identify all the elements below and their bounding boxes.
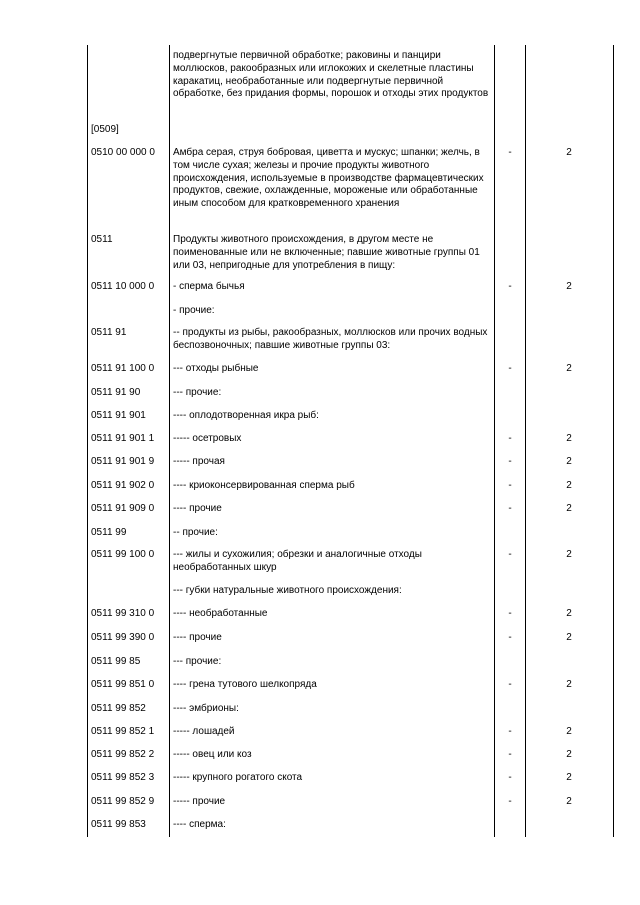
description-cell: ----- осетровых [173, 433, 242, 444]
code-cell: 0511 99 852 9 [91, 796, 155, 807]
code-cell: 0511 99 853 [91, 819, 146, 830]
unit-cell: - [508, 503, 512, 514]
duty-rate-cell: 2 [566, 363, 572, 374]
description-cell: -- прочие: [173, 527, 218, 538]
duty-rate-cell: 2 [566, 796, 572, 807]
unit-cell: - [508, 749, 512, 760]
duty-rate-cell: 2 [566, 749, 572, 760]
description-cell: Амбра серая, струя бобровая, циветта и мускус; шпанки; желчь, в том числе сухая; железы и прочие продукты животного происхождения, используемые в производстве фармацевтических продуктов, свежие, охлажденные, мороженые или обработанные иным способом для кратковременного хранения [173, 147, 484, 210]
code-cell: 0511 91 909 0 [91, 503, 155, 514]
duty-rate-cell: 2 [566, 456, 572, 467]
unit-cell: - [508, 726, 512, 737]
unit-cell: - [508, 632, 512, 643]
code-cell: 0511 91 901 [91, 410, 146, 421]
description-cell: Продукты животного происхождения, в другом месте не поименованные или не включенные; павшие животные группы 01 или 03, непригодные для употребления в пищу: [173, 234, 480, 271]
description-cell: --- прочие: [173, 656, 222, 667]
code-cell: 0511 99 310 0 [91, 608, 155, 619]
unit-cell: - [508, 679, 512, 690]
description-cell: ---- грена тутового шелкопряда [173, 679, 317, 690]
code-cell: 0511 91 901 9 [91, 456, 155, 467]
description-cell: ---- эмбрионы: [173, 703, 239, 714]
code-cell: 0511 99 85 [91, 656, 141, 667]
unit-cell: - [508, 608, 512, 619]
code-cell: 0511 91 100 0 [91, 363, 155, 374]
description-cell: ---- прочие [173, 632, 222, 643]
description-cell: подвергнутые первичной обработке; раковины и панцири моллюсков, ракообразных или иглокожих и скелетные пластины каракатиц, необработанные или подвергнутые первичной обработке, без придания формы, порошок и отходы этих продуктов [173, 50, 489, 100]
description-cell: ---- оплодотворенная икра рыб: [173, 410, 319, 421]
column-border [87, 45, 88, 837]
duty-rate-cell: 2 [566, 281, 572, 292]
duty-rate-cell: 2 [566, 433, 572, 444]
duty-rate-cell: 2 [566, 726, 572, 737]
code-cell: 0511 91 902 0 [91, 480, 155, 491]
code-cell: 0511 99 [91, 527, 127, 538]
description-cell: --- жилы и сухожилия; обрезки и аналогичные отходы необработанных шкур [173, 549, 422, 573]
description-cell: ---- криоконсервированная сперма рыб [173, 480, 355, 491]
description-cell: ----- овец или коз [173, 749, 252, 760]
code-cell: 0511 10 000 0 [91, 281, 155, 292]
duty-rate-cell: 2 [566, 772, 572, 783]
duty-rate-cell: 2 [566, 503, 572, 514]
code-cell: 0511 [91, 234, 113, 245]
duty-rate-cell: 2 [566, 632, 572, 643]
code-cell: 0511 99 390 0 [91, 632, 155, 643]
duty-rate-cell: 2 [566, 679, 572, 690]
description-cell: - прочие: [173, 305, 215, 316]
description-cell: -- продукты из рыбы, ракообразных, моллюсков или прочих водных беспозвоночных; павшие животные группы 03: [173, 327, 488, 351]
code-cell: 0510 00 000 0 [91, 147, 155, 158]
unit-cell: - [508, 363, 512, 374]
code-cell: 0511 99 852 1 [91, 726, 155, 737]
unit-cell: - [508, 772, 512, 783]
description-cell: ----- прочая [173, 456, 225, 467]
unit-cell: - [508, 433, 512, 444]
code-cell: 0511 99 852 3 [91, 772, 155, 783]
duty-rate-cell: 2 [566, 480, 572, 491]
description-cell: --- отходы рыбные [173, 363, 259, 374]
unit-cell: - [508, 796, 512, 807]
description-cell: ---- сперма: [173, 819, 226, 830]
description-cell: ----- крупного рогатого скота [173, 772, 303, 783]
code-cell: 0511 99 852 [91, 703, 146, 714]
column-border [169, 45, 170, 837]
description-cell: ----- лошадей [173, 726, 235, 737]
duty-rate-cell: 2 [566, 147, 572, 158]
description-cell: ---- необработанные [173, 608, 268, 619]
duty-rate-cell: 2 [566, 608, 572, 619]
code-cell: [0509] [91, 124, 119, 135]
description-cell: ---- прочие [173, 503, 222, 514]
code-cell: 0511 91 90 [91, 387, 141, 398]
code-cell: 0511 91 901 1 [91, 433, 155, 444]
description-cell: --- губки натуральные животного происхождения: [173, 585, 402, 596]
unit-cell: - [508, 549, 512, 560]
unit-cell: - [508, 147, 512, 158]
description-cell: ----- прочие [173, 796, 226, 807]
column-border [494, 45, 495, 837]
unit-cell: - [508, 480, 512, 491]
code-cell: 0511 99 100 0 [91, 549, 155, 560]
code-cell: 0511 99 851 0 [91, 679, 155, 690]
description-cell: --- прочие: [173, 387, 222, 398]
description-cell: - сперма бычья [173, 281, 245, 292]
duty-rate-cell: 2 [566, 549, 572, 560]
unit-cell: - [508, 281, 512, 292]
code-cell: 0511 91 [91, 327, 127, 338]
column-border [613, 45, 614, 837]
code-cell: 0511 99 852 2 [91, 749, 155, 760]
unit-cell: - [508, 456, 512, 467]
